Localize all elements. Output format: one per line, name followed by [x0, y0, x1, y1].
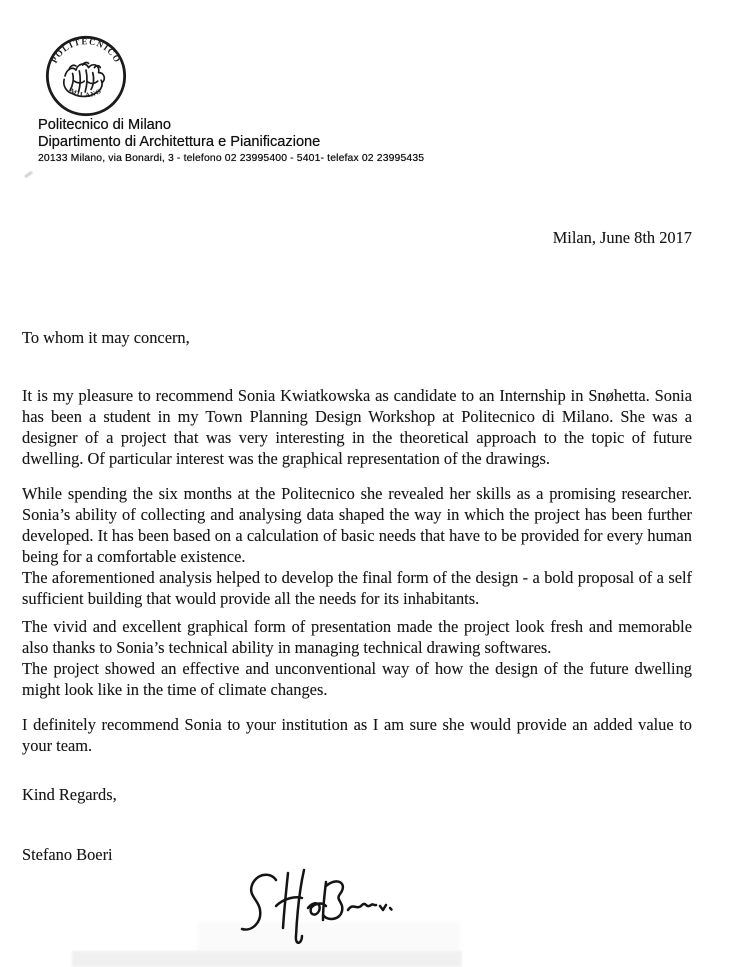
letter-paragraph: The project showed an effective and unconventional way of how the design of the future dwelling might look like in the time of climate changes.	[22, 658, 692, 699]
seal-bottom-text: MILANO	[68, 87, 104, 100]
stefano-boeri-handwritten-signature-icon	[130, 858, 530, 963]
salutation: To whom it may concern,	[22, 328, 190, 347]
scan-artifact-dash	[24, 171, 33, 179]
letter-paragraph: The aforementioned analysis helped to develop the final form of the design - a bold proposal of a self sufficient building that would provide all the needs for its inhabitants.	[22, 567, 692, 608]
closing: Kind Regards,	[22, 785, 117, 804]
seal-figures-engraving	[64, 63, 105, 100]
letter-paragraph: It is my pleasure to recommend Sonia Kwiatkowska as candidate to an Internship in Snøhetta. Sonia has been a student in my Town Planning Design Workshop at Politecnico di Milano. She was a designer of a project that was very interesting in the theoretical approach to the topic of future dwelling. Of particular interest was the graphical representation of the drawings.	[22, 386, 692, 468]
paragraph-group-4	[22, 715, 692, 757]
letter-paragraph: The vivid and excellent graphical form of presentation made the project look fresh and memorable also thanks to Sonia’s technical ability in managing technical drawing softwares.	[22, 617, 692, 657]
paragraph-group-3	[22, 617, 692, 701]
letter-paragraph: I definitely recommend Sonia to your institution as I am sure she would provide an added value to your team.	[22, 715, 692, 755]
politecnico-milano-seal-icon	[44, 34, 128, 118]
signatory-name: Stefano Boeri	[22, 845, 113, 864]
paragraph-group-2	[22, 484, 692, 609]
seal-top-text: POLITECNICO	[48, 36, 124, 65]
letter-paragraph: While spending the six months at the Politecnico she revealed her skills as a promising researcher. Sonia’s ability of collecting and analysing data shaped the way in which the project has been further developed. It has been based on a calculation of basic needs that have to be provided for every human being for a comfortable existence.	[22, 484, 692, 566]
letterhead-department: Dipartimento di Architettura e Pianificazione	[38, 134, 321, 150]
letterhead-institution: Politecnico di Milano	[38, 117, 172, 133]
letterhead-address: 20133 Milano, via Bonardi, 3 - telefono 02 23995400 - 5401- telefax 02 23995435	[38, 153, 425, 164]
date-line: Milan, June 8th 2017	[552, 228, 692, 247]
paragraph-group-1	[22, 386, 692, 470]
